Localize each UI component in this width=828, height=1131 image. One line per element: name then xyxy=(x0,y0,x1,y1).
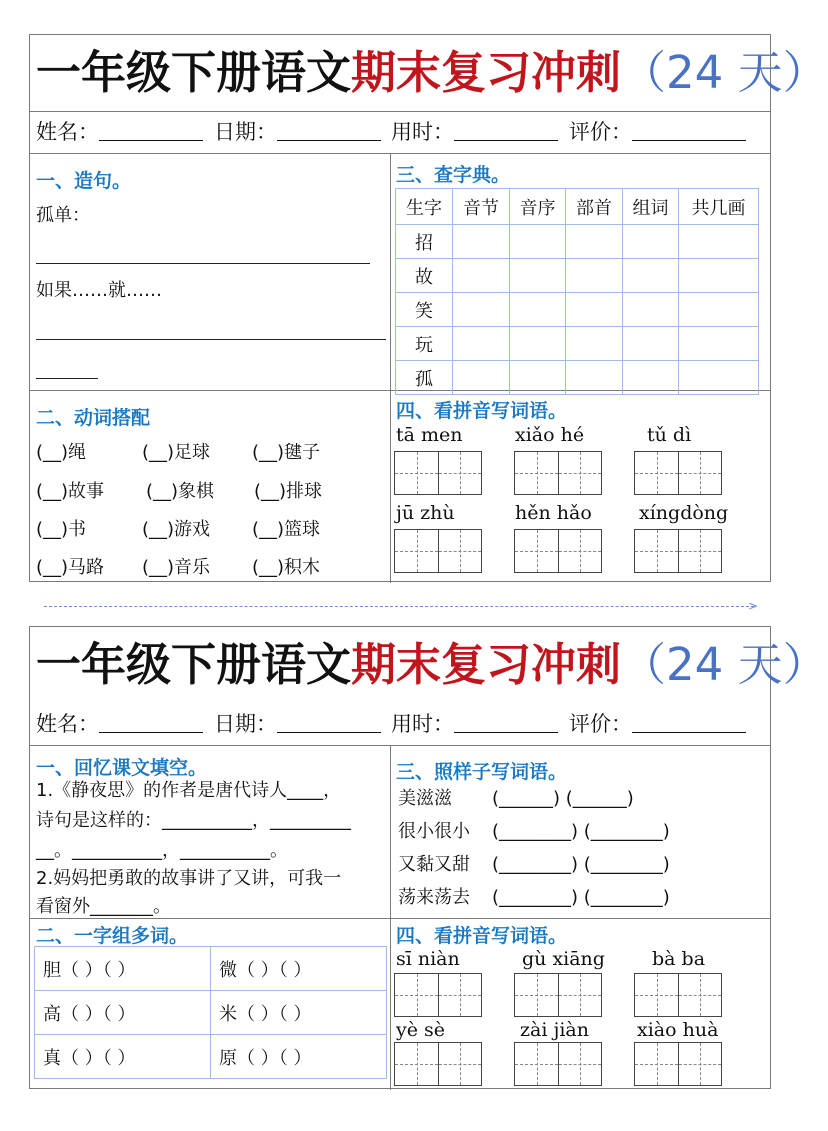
writing-grid[interactable] xyxy=(634,973,722,1017)
answer-line[interactable] xyxy=(36,378,98,379)
section-title-imitate: 三、照样子写词语。 xyxy=(396,761,568,783)
verb-blank[interactable]: (__)音乐 xyxy=(142,557,211,578)
col-header: 音节 xyxy=(453,189,510,225)
date-field[interactable]: 日期： xyxy=(214,711,381,737)
col-header: 生字 xyxy=(396,189,453,225)
answer-blanks[interactable]: (________) (________) xyxy=(492,887,670,908)
writing-grid[interactable] xyxy=(514,451,602,495)
section-title-verbs: 二、动词搭配 xyxy=(36,407,151,429)
table-row: 招 xyxy=(396,225,759,259)
col-header: 音序 xyxy=(510,189,566,225)
pinyin-label: jū zhù xyxy=(396,502,455,524)
verb-blank[interactable]: (__)象棋 xyxy=(146,481,215,502)
cut-line xyxy=(44,606,754,607)
pinyin-label: xíngdòng xyxy=(639,502,729,524)
section-title-recall: 一、回忆课文填空。 xyxy=(36,757,208,779)
table-row: 高（ ）（ ） 米（ ）（ ） xyxy=(35,991,387,1035)
time-field[interactable]: 用时： xyxy=(391,711,558,737)
writing-grid[interactable] xyxy=(394,451,482,495)
answer-blanks[interactable]: (________) (________) xyxy=(492,821,670,842)
section-title-dictionary: 三、查字典。 xyxy=(396,164,511,186)
rating-field[interactable]: 评价： xyxy=(569,711,746,737)
worksheet-card-2 xyxy=(29,626,828,1089)
verb-blank[interactable]: (__)绳 xyxy=(36,442,87,463)
name-field[interactable]: 姓名： xyxy=(36,711,203,737)
col-header: 组词 xyxy=(623,189,679,225)
table-row: 孤 xyxy=(396,361,759,395)
verb-blank[interactable]: (__)篮球 xyxy=(252,519,321,540)
writing-grid[interactable] xyxy=(394,1042,482,1086)
col-header: 部首 xyxy=(566,189,623,225)
example-word: 美滋滋 xyxy=(398,788,452,809)
answer-line[interactable] xyxy=(36,339,386,340)
info-row xyxy=(30,703,770,745)
writing-grid[interactable] xyxy=(514,973,602,1017)
pinyin-label: sī niàn xyxy=(396,948,460,970)
table-row: 玩 xyxy=(396,327,759,361)
verb-blank[interactable]: (__)排球 xyxy=(254,481,323,502)
writing-grid[interactable] xyxy=(634,451,722,495)
table-row: 故 xyxy=(396,259,759,293)
pinyin-label: tā men xyxy=(396,424,463,446)
section-title-sentence: 一、造句。 xyxy=(36,170,132,192)
pinyin-label: tǔ dì xyxy=(647,424,692,446)
writing-grid[interactable] xyxy=(394,973,482,1017)
fill-line[interactable]: __。__________，__________。 xyxy=(36,840,288,861)
title-row xyxy=(30,35,828,111)
time-field[interactable]: 用时： xyxy=(391,119,558,145)
fill-line[interactable]: 看窗外_______。 xyxy=(36,896,171,917)
pinyin-label: hěn hǎo xyxy=(515,502,592,524)
section-title-pinyin: 四、看拼音写词语。 xyxy=(396,925,568,947)
worksheet-card-1 xyxy=(29,34,828,582)
example-word: 又黏又甜 xyxy=(398,854,470,875)
example-word: 荡来荡去 xyxy=(398,887,470,908)
writing-grid[interactable] xyxy=(514,529,602,573)
dictionary-table xyxy=(395,188,759,395)
fill-line[interactable]: 诗句是这样的：__________，_________ xyxy=(36,810,351,831)
prompt-ruguo: 如果……就…… xyxy=(36,280,162,301)
fill-line[interactable]: 2.妈妈把勇敢的故事讲了又讲，可我一 xyxy=(36,868,342,889)
name-field[interactable]: 姓名： xyxy=(36,119,203,145)
section-title-word-groups: 二、一字组多词。 xyxy=(36,925,189,947)
date-field[interactable]: 日期： xyxy=(214,119,381,145)
answer-line[interactable] xyxy=(36,263,370,264)
writing-grid[interactable] xyxy=(514,1042,602,1086)
arrow-right-icon: > xyxy=(748,599,759,613)
pinyin-label: xiào huà xyxy=(637,1019,719,1041)
table-row: 胆（ ）（ ） 微（ ）（ ） xyxy=(35,947,387,991)
answer-blanks[interactable]: (________) (________) xyxy=(492,854,670,875)
verb-blank[interactable]: (__)游戏 xyxy=(142,519,211,540)
pinyin-label: zài jiàn xyxy=(520,1019,589,1041)
table-row: 真（ ）（ ） 原（ ）（ ） xyxy=(35,1035,387,1079)
pinyin-label: gù xiāng xyxy=(522,948,605,970)
info-row xyxy=(30,111,770,153)
word-group-table xyxy=(34,946,387,1079)
writing-grid[interactable] xyxy=(634,1042,722,1086)
rating-field[interactable]: 评价： xyxy=(569,119,746,145)
answer-blanks[interactable]: (______) (______) xyxy=(492,788,634,809)
verb-blank[interactable]: (__)积木 xyxy=(252,557,321,578)
pinyin-label: bà ba xyxy=(652,948,706,970)
verb-blank[interactable]: (__)足球 xyxy=(142,442,211,463)
verb-blank[interactable]: (__)书 xyxy=(36,519,87,540)
page-title: 一年级下册语文期末复习冲刺（24 天） xyxy=(36,638,828,691)
pinyin-label: xiǎo hé xyxy=(515,424,585,446)
verb-blank[interactable]: (__)故事 xyxy=(36,481,105,502)
example-word: 很小很小 xyxy=(398,821,470,842)
table-row: 笑 xyxy=(396,293,759,327)
writing-grid[interactable] xyxy=(634,529,722,573)
verb-blank[interactable]: (__)毽子 xyxy=(252,442,321,463)
writing-grid[interactable] xyxy=(394,529,482,573)
page-title: 一年级下册语文期末复习冲刺（24 天） xyxy=(36,46,828,99)
title-row xyxy=(30,627,828,703)
col-header: 共几画 xyxy=(679,189,759,225)
fill-line[interactable]: 1.《静夜思》的作者是唐代诗人____， xyxy=(36,780,342,801)
verb-blank[interactable]: (__)马路 xyxy=(36,557,105,578)
section-title-pinyin: 四、看拼音写词语。 xyxy=(396,400,568,422)
prompt-gudan: 孤单： xyxy=(36,205,90,226)
pinyin-label: yè sè xyxy=(396,1019,446,1041)
